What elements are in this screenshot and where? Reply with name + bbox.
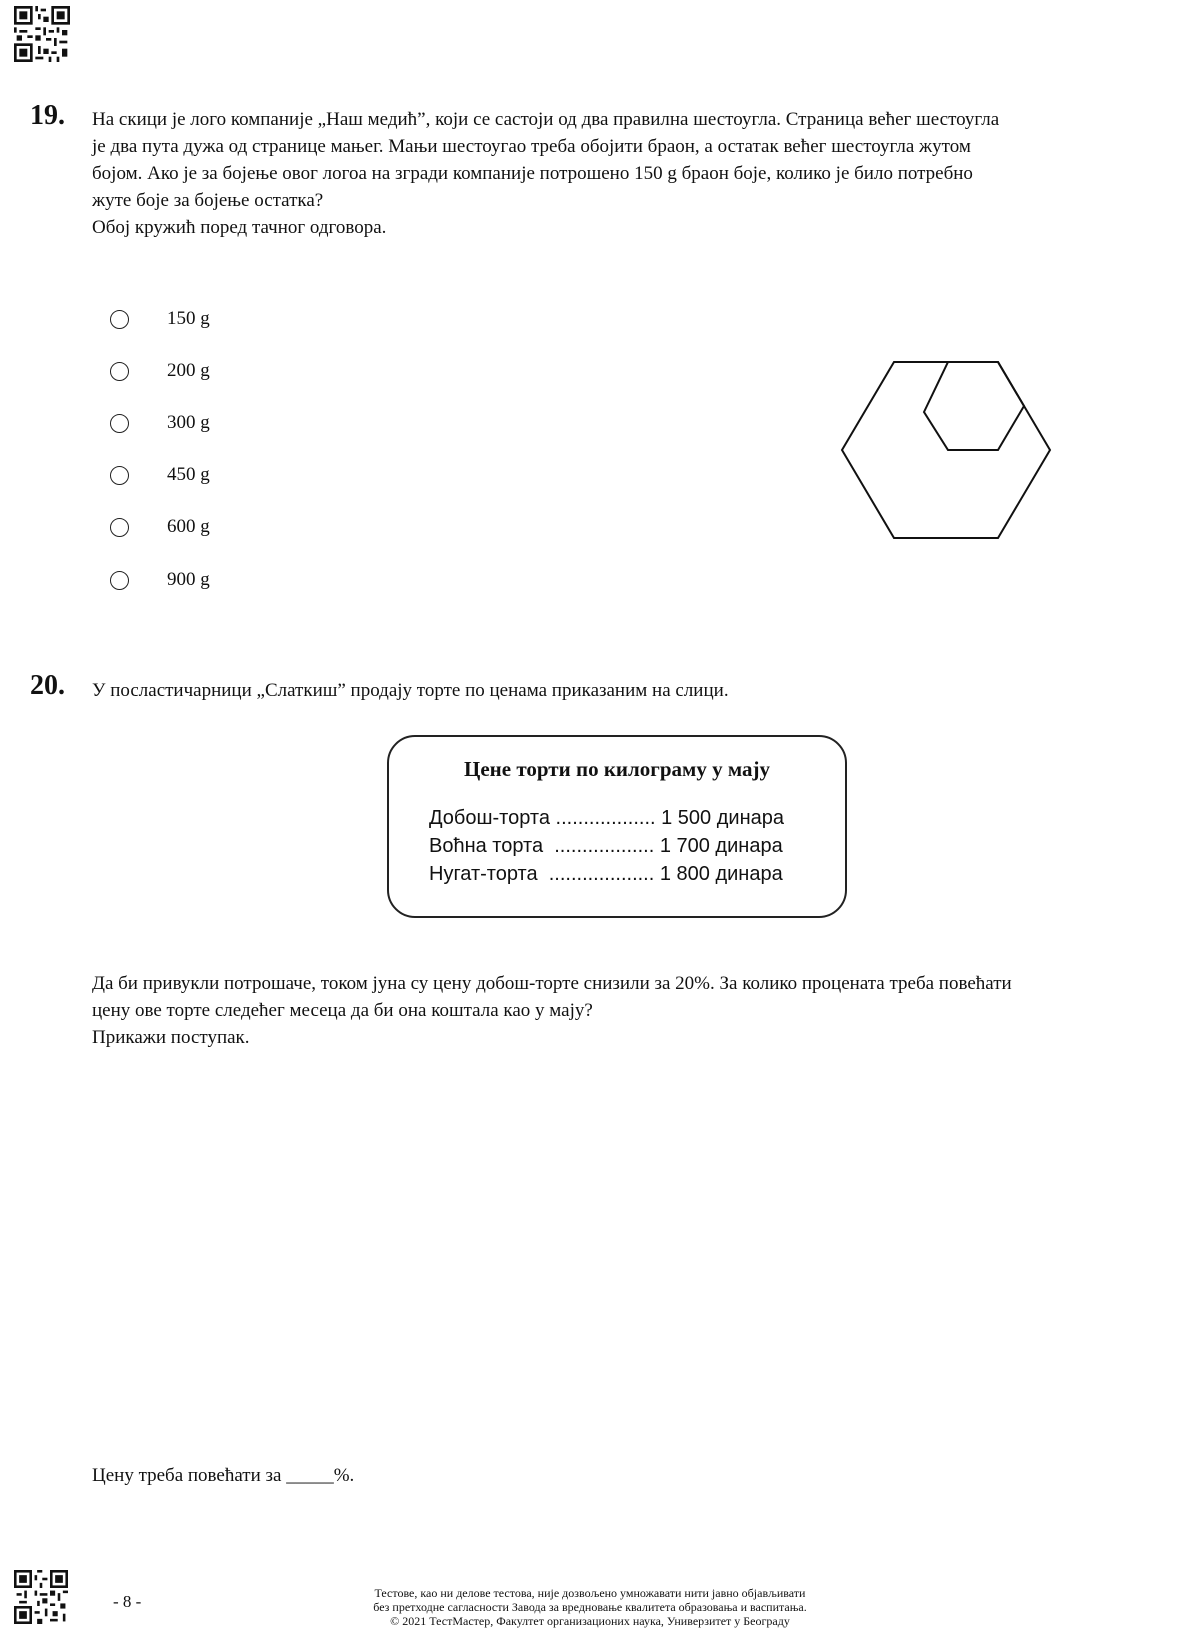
large-hexagon — [842, 362, 1050, 538]
footer-line: без претходне сагласности Завода за вредновање квалитета образовања и васпитања. — [373, 1600, 807, 1614]
option-label: 200 g — [167, 360, 210, 381]
question-20-number: 20. — [30, 670, 65, 701]
footer-line: © 2021 ТестМастер, Факултет организационих наука, Универзитет у Београду — [390, 1614, 790, 1628]
answer-option[interactable] — [110, 460, 210, 490]
price-row — [429, 807, 784, 830]
footer-notice — [300, 1586, 880, 1628]
answer-suffix: %. — [333, 1465, 355, 1486]
price-table-box — [387, 735, 847, 918]
cake-name: Воћна торта — [429, 835, 544, 857]
price-row — [429, 835, 783, 858]
option-label: 300 g — [167, 412, 210, 433]
answer-blank[interactable]: _____ — [286, 1465, 334, 1486]
cake-name: Добош-торта — [429, 807, 550, 829]
question-19-line: жуте боје за бојење остатка? — [92, 190, 324, 211]
price-row — [429, 863, 783, 886]
option-label: 150 g — [167, 308, 210, 329]
cake-name: Нугат-торта — [429, 863, 538, 885]
price-table-title: Цене торти по килограму у мају — [464, 757, 770, 781]
question-20-instruction: Прикажи поступак. — [92, 1027, 250, 1048]
question-19-text — [92, 106, 1145, 241]
question-20-line: Да би привукли потрошаче, током јуна су цену добош-торте снизили за 20%. За колико процената треба повећати — [92, 973, 1012, 994]
question-19-line: бојом. Ако је за бојење овог логоа на згради компаније потрошено 150 g браон боје, колико је било потребно — [92, 163, 973, 184]
page-number: - 8 - — [113, 1592, 142, 1611]
option-label: 900 g — [167, 569, 210, 590]
leader-dots: ................... — [537, 863, 660, 885]
answer-option[interactable] — [110, 408, 210, 438]
answer-line — [92, 1462, 354, 1489]
answer-option[interactable] — [110, 304, 210, 334]
question-19-line: је два пута дужа од странице мањег. Мањи шестоугао треба обојити браон, а остатак већег шестоугла жутом — [92, 136, 971, 157]
answer-option[interactable] — [110, 356, 210, 386]
hexagon-logo-diagram — [830, 350, 1060, 550]
cake-price: 1 700 динара — [659, 835, 783, 857]
radio-circle-icon[interactable] — [110, 518, 129, 537]
answer-option[interactable] — [110, 512, 210, 542]
cake-price: 1 500 динара — [661, 807, 784, 829]
radio-circle-icon[interactable] — [110, 362, 129, 381]
small-hexagon — [924, 362, 1024, 450]
question-20-intro: У посластичарници „Слаткиш” продају торте по ценама приказаним на слици. — [92, 680, 729, 701]
question-20-line: цену ове торте следећег месеца да би она коштала као у мају? — [92, 1000, 593, 1021]
option-label: 600 g — [167, 516, 210, 537]
radio-circle-icon[interactable] — [110, 466, 129, 485]
leader-dots: .................. — [543, 835, 660, 857]
question-20-text — [92, 970, 1152, 1051]
option-label: 450 g — [167, 464, 210, 485]
qr-code-bottom — [14, 1570, 68, 1624]
radio-circle-icon[interactable] — [110, 571, 129, 590]
question-19-line: На скици је лого компаније „Наш медић”, који се састоји од два правилна шестоугла. Страница већег шестоугла — [92, 109, 1000, 130]
leader-dots: .................. — [549, 807, 662, 829]
qr-code-top — [14, 6, 70, 62]
answer-option[interactable] — [110, 565, 210, 595]
radio-circle-icon[interactable] — [110, 414, 129, 433]
question-19-instruction: Обој кружић поред тачног одговора. — [92, 217, 387, 238]
footer-line: Тестове, као ни делове тестова, није дозвољено умножавати нити јавно објављивати — [374, 1586, 806, 1600]
question-19-number: 19. — [30, 100, 65, 131]
answer-prefix: Цену треба повећати за — [92, 1465, 282, 1486]
cake-price: 1 800 динара — [659, 863, 783, 885]
radio-circle-icon[interactable] — [110, 310, 129, 329]
